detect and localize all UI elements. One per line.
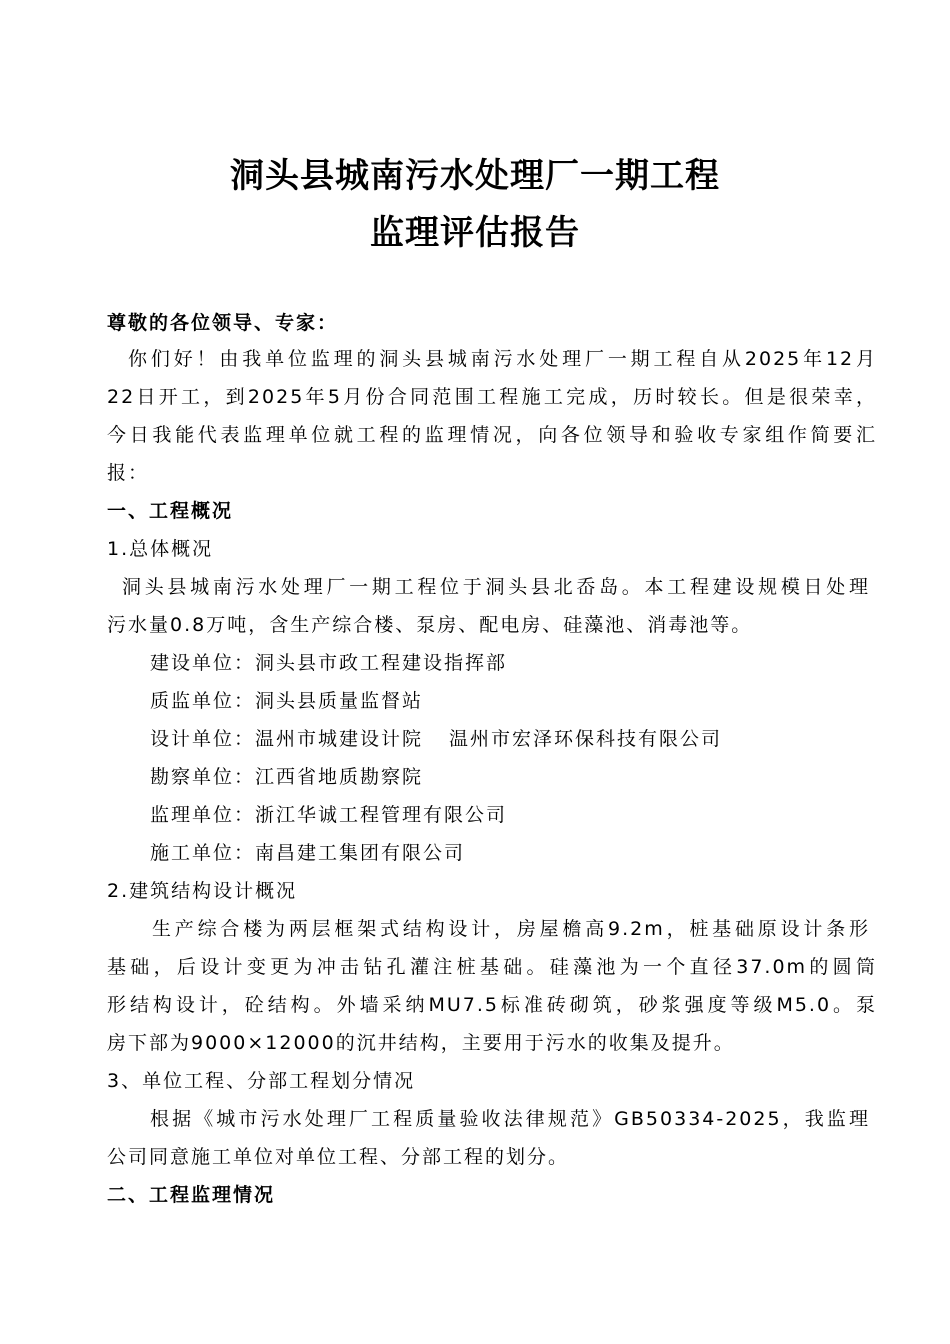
unit-row-design (150, 724, 722, 751)
unit-value: 江西省地质勘察院 (255, 766, 424, 788)
intro-line-1: 你们好！由我单位监理的洞头县城南污水处理厂一期工程自从2025年12月 (128, 348, 877, 370)
unit-value-2: 温州市宏泽环保科技有限公司 (449, 728, 723, 750)
unit-value: 南昌建工集团有限公司 (255, 842, 466, 864)
document-title-line-2: 监理评估报告 (370, 213, 580, 253)
structure-line-4: 房下部为9000×12000的沉井结构，主要用于污水的收集及提升。 (107, 1032, 735, 1054)
section-2-heading: 二、工程监理情况 (107, 1184, 276, 1206)
unit-value: 洞头县质量监督站 (255, 690, 424, 712)
subsection-2-heading: 2.建筑结构设计概况 (107, 880, 298, 902)
structure-line-3: 形结构设计，砼结构。外墙采纳MU7.5标准砖砌筑，砂浆强度等级M5.0。泵 (107, 994, 877, 1016)
unit-value: 温州市城建设计院 (255, 728, 424, 750)
overview-line-2: 污水量0.8万吨，含生产综合楼、泵房、配电房、硅藻池、消毒池等。 (107, 614, 753, 636)
intro-line-2: 22日开工，到2025年5月份合同范围工程施工完成，历时较长。但是很荣幸， (107, 386, 877, 408)
document-title-line-1: 洞头县城南污水处理厂一期工程 (230, 156, 720, 196)
structure-line-2: 基础，后设计变更为冲击钻孔灌注桩基础。硅藻池为一个直径37.0m的圆筒 (107, 956, 877, 978)
overview-line-1: 洞头县城南污水处理厂一期工程位于洞头县北岙岛。本工程建设规模日处理 (122, 576, 870, 598)
subsection-1-heading: 1.总体概况 (107, 538, 214, 560)
unit-row-contractor (150, 838, 465, 865)
section-1-heading: 一、工程概况 (107, 500, 234, 522)
unit-row-quality (150, 686, 423, 713)
unit-label: 监理单位： (150, 804, 256, 826)
division-line-2: 公司同意施工单位对单位工程、分部工程的划分。 (107, 1146, 570, 1168)
salutation: 尊敬的各位领导、专家： (107, 312, 339, 334)
unit-label: 设计单位： (150, 728, 256, 750)
unit-row-construction (150, 648, 507, 675)
unit-label: 建设单位： (150, 652, 256, 674)
intro-line-3: 今日我能代表监理单位就工程的监理情况，向各位领导和验收专家组作简要汇 (107, 424, 877, 446)
division-line-1: 根据《城市污水处理厂工程质量验收法律规范》GB50334-2025，我监理 (150, 1108, 870, 1130)
unit-value: 洞头县市政工程建设指挥部 (255, 652, 508, 674)
unit-value: 浙江华诚工程管理有限公司 (255, 804, 508, 826)
unit-label: 质监单位： (150, 690, 256, 712)
unit-row-supervision (150, 800, 507, 827)
subsection-3-heading: 3、单位工程、分部工程划分情况 (107, 1070, 416, 1092)
intro-line-4: 报： (107, 462, 150, 484)
unit-label: 施工单位： (150, 842, 256, 864)
structure-line-1: 生产综合楼为两层框架式结构设计，房屋檐高9.2m，桩基础原设计条形 (152, 918, 870, 940)
unit-label: 勘察单位： (150, 766, 256, 788)
unit-row-survey (150, 762, 423, 789)
